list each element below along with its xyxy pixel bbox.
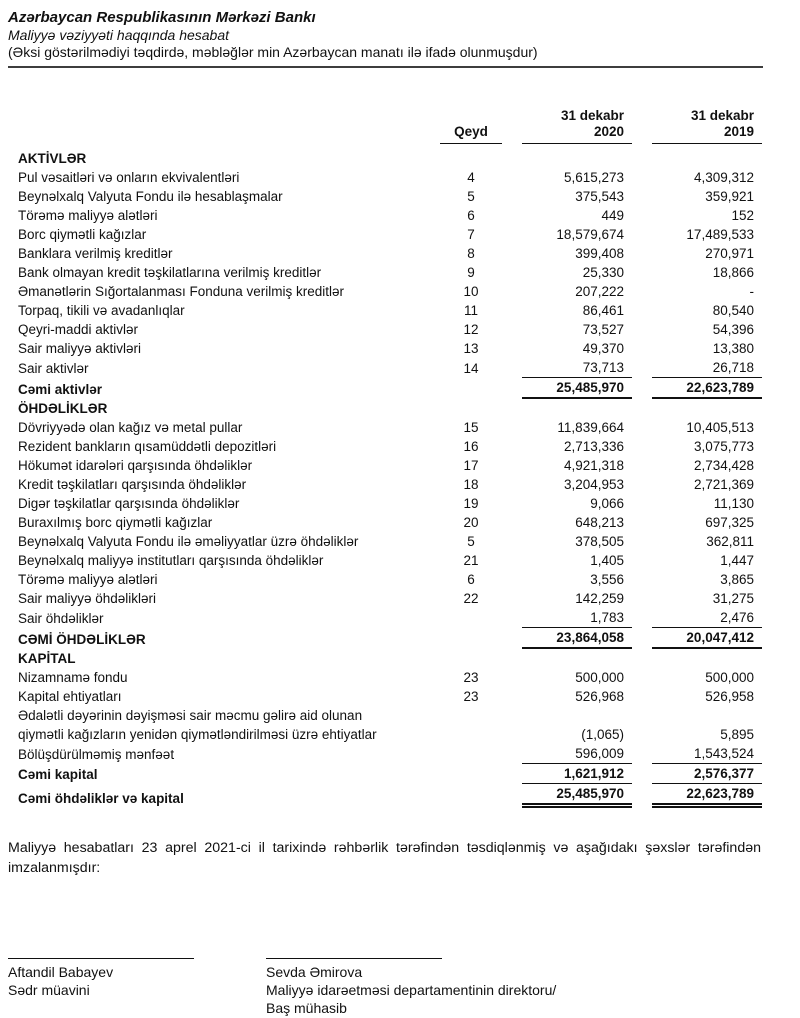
table-row	[18, 225, 762, 244]
row-value-2019: 11,130	[713, 496, 754, 511]
row-label: Törəmə maliyyə alətləri	[18, 572, 158, 587]
row-label	[18, 706, 440, 744]
table-row	[18, 589, 762, 608]
row-value-2020: 11,839,664	[557, 420, 624, 435]
row-label: Əmanətlərin Sığortalanması Fonduna verilmiş kreditlər	[18, 284, 345, 299]
table-row	[18, 570, 762, 589]
section-title: KAPİTAL	[18, 651, 76, 666]
table-row	[18, 668, 762, 687]
row-value-2020: 1,783	[522, 608, 632, 628]
row-value-2020: 449	[601, 208, 624, 223]
row-value-2019: -	[749, 284, 754, 299]
row-label-line1: Ədalətli dəyərinin dəyişməsi sair məcmu gəlirə aid olunan	[18, 708, 363, 723]
row-value-2019: 4,309,312	[693, 170, 754, 185]
signatory-left	[8, 958, 266, 1017]
row-value-2019: 31,275	[712, 591, 754, 606]
signatory-name: Aftandil Babayev	[8, 964, 114, 980]
row-value-2020: 142,259	[575, 591, 624, 606]
row-label: Sair öhdəliklər	[18, 611, 104, 626]
row-value-2019: 2,576,377	[652, 764, 762, 784]
row-note: 19	[463, 496, 479, 511]
row-note: 22	[463, 591, 479, 606]
row-note: 15	[463, 420, 479, 435]
row-label: Pul vəsaitləri və onların ekvivalentləri	[18, 170, 240, 185]
row-label-line2: qiymətli kağızların yenidən qiymətləndirilməsi üzrə ehtiyatlar	[18, 727, 377, 742]
row-note: 10	[463, 284, 479, 299]
table-row	[18, 187, 762, 206]
row-label: Nizamnamə fondu	[18, 670, 128, 685]
row-note: 23	[463, 670, 479, 685]
row-value-2020: 9,066	[590, 496, 624, 511]
table-row	[18, 206, 762, 225]
row-value-2020: 25,485,970	[522, 784, 632, 808]
column-header-2020	[522, 108, 632, 144]
table-row	[18, 456, 762, 475]
column-header-2020-line2: 2020	[593, 124, 624, 139]
row-value-2020: (1,065)	[581, 727, 624, 742]
row-label: Cəmi aktivlər	[18, 382, 103, 397]
column-header-2019	[652, 108, 762, 144]
row-value-2019: 500,000	[705, 670, 754, 685]
signatory-title: Sədr müavini	[8, 982, 90, 998]
row-value-2019: 10,405,513	[686, 420, 754, 435]
row-label: CƏMİ ÖHDƏLİKLƏR	[18, 632, 146, 647]
row-label: Dövriyyədə olan kağız və metal pullar	[18, 420, 243, 435]
row-value-2019: 5,895	[720, 727, 754, 742]
row-value-2020: 2,713,336	[563, 439, 624, 454]
row-value-2019: 1,543,524	[652, 744, 762, 764]
row-value-2019: 1,447	[720, 553, 754, 568]
row-value-2019: 54,396	[712, 322, 754, 337]
table-body	[18, 149, 762, 808]
column-header-note: Qeyd	[440, 124, 502, 144]
row-value-2019: 26,718	[652, 358, 762, 378]
row-note: 14	[463, 361, 479, 376]
table-row	[18, 532, 762, 551]
row-note: 18	[463, 477, 479, 492]
row-label: Digər təşkilatlar qarşısında öhdəliklər	[18, 496, 240, 511]
table-row	[18, 244, 762, 263]
total-capital-row	[18, 764, 762, 784]
row-value-2019: 359,921	[705, 189, 754, 204]
row-note: 11	[463, 303, 478, 318]
column-header-2019-line1: 31 dekabr	[690, 108, 754, 123]
section-title: ÖHDƏLİKLƏR	[18, 401, 108, 416]
row-value-2019: 362,811	[706, 534, 754, 549]
row-value-2019: 526,958	[705, 689, 754, 704]
row-label: Bölüşdürülməmiş mənfəət	[18, 747, 175, 762]
row-label: Sair maliyyə öhdəlikləri	[18, 591, 157, 606]
column-header-2019-line2: 2019	[723, 124, 754, 139]
table-header-row	[18, 108, 762, 144]
section-title: AKTİVLƏR	[18, 151, 87, 166]
row-value-2020: 207,222	[575, 284, 624, 299]
row-value-2020: 596,009	[522, 744, 632, 764]
row-label: Bank olmayan kredit təşkilatlarına verilmiş kreditlər	[18, 265, 322, 280]
row-label: Törəmə maliyyə alətləri	[18, 208, 158, 223]
row-note: 20	[463, 515, 479, 530]
row-value-2019: 17,489,533	[686, 227, 754, 242]
table-row	[18, 339, 762, 358]
row-value-2019: 80,540	[712, 303, 754, 318]
table-row	[18, 358, 762, 378]
row-note: 16	[463, 439, 479, 454]
signatory-title-line2: Baş mühasib	[266, 1000, 347, 1016]
row-value-2019: 2,721,369	[693, 477, 754, 492]
table-row	[18, 168, 762, 187]
section-header-capital	[18, 649, 762, 668]
table-row	[18, 282, 762, 301]
row-note: 6	[467, 572, 475, 587]
row-value-2019: 13,380	[712, 341, 754, 356]
section-header-liabilities	[18, 399, 762, 418]
row-label: Kapital ehtiyatları	[18, 689, 122, 704]
row-value-2020: 49,370	[582, 341, 624, 356]
row-value-2020: 3,204,953	[563, 477, 624, 492]
signature-block	[8, 958, 800, 1017]
row-value-2020: 648,213	[575, 515, 624, 530]
document-header	[8, 9, 763, 68]
row-value-2020: 4,921,318	[563, 458, 624, 473]
row-value-2019: 18,866	[712, 265, 754, 280]
row-note: 17	[463, 458, 479, 473]
total-assets-row	[18, 378, 762, 399]
row-label: Sair maliyyə aktivləri	[18, 341, 142, 356]
table-row	[18, 744, 762, 764]
bank-name: Azərbaycan Respublikasının Mərkəzi Bankı	[8, 9, 316, 26]
row-value-2019: 2,734,428	[693, 458, 754, 473]
row-value-2019: 3,075,773	[693, 439, 754, 454]
row-value-2020: 375,543	[575, 189, 624, 204]
row-value-2020: 25,485,970	[522, 378, 632, 399]
row-note: 21	[463, 553, 479, 568]
row-label: Rezident bankların qısamüddətli depozitləri	[18, 439, 277, 454]
row-value-2019: 3,865	[720, 572, 754, 587]
row-value-2019: 270,971	[705, 246, 754, 261]
signature-line	[8, 958, 194, 959]
row-value-2019: 22,623,789	[652, 378, 762, 399]
column-header-2020-line1: 31 dekabr	[560, 108, 624, 123]
row-note: 5	[467, 534, 475, 549]
row-value-2020: 5,615,273	[563, 170, 624, 185]
row-label: Kredit təşkilatları qarşısında öhdəliklər	[18, 477, 247, 492]
currency-note: (Əksi göstərilmədiyi təqdirdə, məbləğlər min Azərbaycan manatı ilə ifadə olunmuşdur)	[8, 44, 538, 60]
row-label: Banklara verilmiş kreditlər	[18, 246, 173, 261]
table-row	[18, 494, 762, 513]
row-value-2019: 2,476	[652, 608, 762, 628]
row-label: Sair aktivlər	[18, 361, 89, 376]
row-label: Beynəlxalq maliyyə institutları qarşısında öhdəliklər	[18, 553, 324, 568]
row-value-2020: 18,579,674	[556, 227, 624, 242]
table-row-revaluation-reserve	[18, 706, 762, 744]
row-label: Cəmi kapital	[18, 767, 98, 782]
row-value-2020: 1,621,912	[522, 764, 632, 784]
total-liabilities-and-capital-row	[18, 784, 762, 808]
row-value-2020: 500,000	[575, 670, 624, 685]
table-row	[18, 263, 762, 282]
row-value-2019: 152	[731, 208, 754, 223]
row-label: Qeyri-maddi aktivlər	[18, 322, 139, 337]
section-header-assets	[18, 149, 762, 168]
row-note: 23	[463, 689, 479, 704]
row-value-2020: 86,461	[582, 303, 624, 318]
row-label: Beynəlxalq Valyuta Fondu ilə əməliyyatlar üzrə öhdəliklər	[18, 534, 359, 549]
statement-title: Maliyyə vəziyyəti haqqında hesabat	[8, 27, 230, 43]
row-label: Hökumət idarələri qarşısında öhdəliklər	[18, 458, 253, 473]
row-note: 5	[467, 189, 475, 204]
row-value-2020: 3,556	[590, 572, 624, 587]
total-liabilities-row	[18, 628, 762, 649]
table-row	[18, 551, 762, 570]
signatory-name: Sevda Əmirova	[266, 964, 363, 980]
approval-statement: Maliyyə hesabatları 23 aprel 2021-ci il tarixində rəhbərlik tərəfindən təsdiqlənmiş və aşağıdakı şəxslər tərəfindən imzalanmışdır:	[8, 840, 761, 876]
row-note: 4	[467, 170, 475, 185]
row-label: Torpaq, tikili və avadanlıqlar	[18, 303, 185, 318]
row-value-2020: 378,505	[575, 534, 624, 549]
row-label: Beynəlxalq Valyuta Fondu ilə hesablaşmalar	[18, 189, 283, 204]
row-value-2020: 73,713	[522, 358, 632, 378]
row-note: 7	[467, 227, 475, 242]
row-note: 13	[463, 341, 479, 356]
row-value-2020: 23,864,058	[522, 628, 632, 649]
signatory-right	[266, 958, 800, 1017]
row-value-2020: 73,527	[582, 322, 624, 337]
row-label: Cəmi öhdəliklər və kapital	[18, 791, 184, 806]
row-value-2019: 22,623,789	[652, 784, 762, 808]
row-value-2020: 526,968	[575, 689, 624, 704]
row-label: Borc qiymətli kağızlar	[18, 227, 147, 242]
row-value-2020: 25,330	[582, 265, 624, 280]
table-row	[18, 475, 762, 494]
row-value-2019: 20,047,412	[652, 628, 762, 649]
table-row	[18, 513, 762, 532]
table-row	[18, 687, 762, 706]
row-value-2020: 1,405	[590, 553, 624, 568]
table-row	[18, 301, 762, 320]
row-value-2019: 697,325	[705, 515, 754, 530]
table-row	[18, 418, 762, 437]
signatory-title: Maliyyə idarəetməsi departamentinin direktoru/	[266, 982, 557, 998]
row-value-2020: 399,408	[575, 246, 624, 261]
row-note: 9	[467, 265, 475, 280]
balance-sheet-table	[18, 108, 762, 808]
row-note: 12	[463, 322, 479, 337]
row-label: Buraxılmış borc qiymətli kağızlar	[18, 515, 213, 530]
row-note: 8	[467, 246, 475, 261]
row-note: 6	[467, 208, 475, 223]
table-row	[18, 320, 762, 339]
table-row	[18, 608, 762, 628]
table-row	[18, 437, 762, 456]
signature-line	[266, 958, 442, 959]
